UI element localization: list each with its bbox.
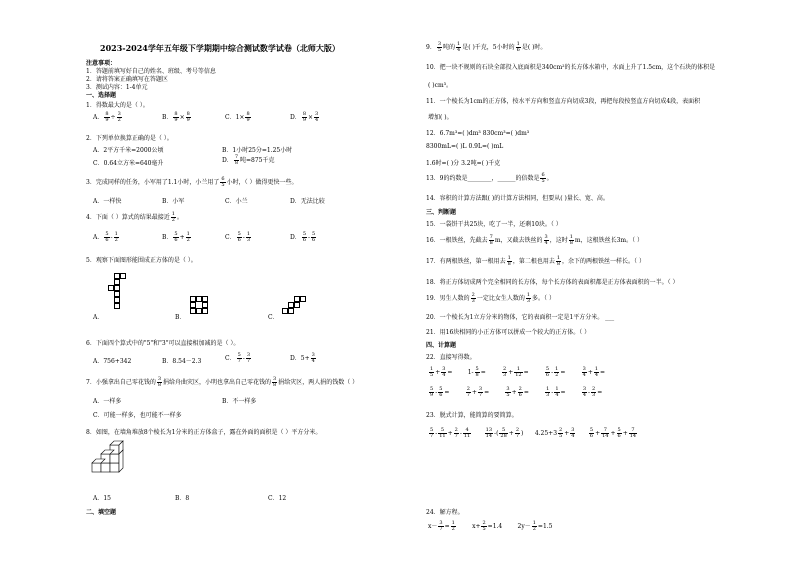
option-b: B．小军 xyxy=(162,198,185,205)
question-4: 4．下面（ ）算式的结果最接近 $\frac{1}{2}$ 。 xyxy=(86,211,183,223)
option-d: D． $\frac{7}{8}$ 吨=875千克 xyxy=(222,154,275,166)
option-c: C．可能一样多，也可能不一样多 xyxy=(93,412,182,419)
option-d: D． $\frac{8}{9}$ × $\frac{3}{4}$ xyxy=(290,111,319,123)
option-b: B． $\frac{8}{9}$ × $\frac{8}{9}$ xyxy=(162,111,190,123)
option-b: B． xyxy=(175,314,186,321)
option-d: D．无法比较 xyxy=(290,198,325,205)
question-14: 14．容积的计算方法跟( )的计算方法相同，但要从( )量长、宽、高。 xyxy=(426,195,609,202)
option-b: B．8.54－2.3 xyxy=(162,358,202,365)
question-11: 11．一个棱长为1cm的正方体，按水平方向和竖直方向切成3段，再把每段按竖直方向切成4段，表面积 xyxy=(426,98,701,105)
question-9: 9． $\frac{3}{5}$ 吨的 $\frac{1}{4}$ 是( )千克，5小时的 $\frac{1}{6}$ 是( )时。 xyxy=(426,41,547,53)
option-c: C． xyxy=(268,314,279,321)
section-heading: 三、判断题 xyxy=(426,209,457,216)
question-13: 13．9的约数是________，______的倍数是 $\frac{6}{5}$ 。 xyxy=(426,172,553,184)
option-c: C．小兰 xyxy=(225,198,248,205)
question-24: 24．解方程。 xyxy=(426,509,464,516)
question-11-blank: 增加( )。 xyxy=(428,114,453,121)
section-heading: 二、填空题 xyxy=(86,509,117,516)
calc-expressions: $\frac{5}{7}$ - $\frac{5}{11}$ + $\frac{2}{7}$ - $\frac{4}{11}$ $\frac{13}{14}$ -( $\frac{5}{28}$ + $\frac{2}{7}$ ) 4.25+3 $\frac{2}{5}$ + $\frac{3}{4}$ $\frac{5}{6}$ + $\frac{7}{14}$ + $\frac{5}{6}$ + $\frac{7}{14}$ xyxy=(430,427,637,439)
option-d: D．5+ $\frac{3}{4}$ xyxy=(290,352,315,364)
calc-row-2: $\frac{5}{9}$ - $\frac{5}{6}$ = $\frac{2}{7}$ + $\frac{3}{7}$ = $\frac{3}{5}$ + $\frac{2}{6}$ = $\frac{1}{3}$ - $\frac{1}{4}$ = $\frac{3}{4}$ - $\frac{2}{3}$ = xyxy=(430,386,603,398)
note-1: 1．答题前填写好自己的姓名、班级、考号等信息 xyxy=(86,68,216,75)
question-7: 7．小强拿出自己零花钱的 $\frac{3}{8}$ 捐给舟曲灾区，小明也拿出自己零花钱的 $\frac{3}{8}$ 捐给灾区，两人捐的钱数（ ） xyxy=(86,376,359,388)
question-10-blank: ( )cm³。 xyxy=(428,82,453,89)
option-a: A．756+342 xyxy=(93,358,132,365)
equations: x－ $\frac{3}{7}$ = $\frac{1}{2}$ x+ $\frac{2}{5}$ =1.4 2y－ $\frac{1}{2}$ =1.5 xyxy=(428,520,553,532)
option-d: D． $\frac{5}{6}$ - $\frac{5}{6}$ xyxy=(290,231,316,243)
option-c: C．1× $\frac{8}{9}$ xyxy=(225,111,250,123)
option-a: A． $\frac{5}{6}$ - $\frac{1}{2}$ xyxy=(93,231,118,243)
option-b: B． $\frac{5}{6}$ + $\frac{1}{2}$ xyxy=(162,231,190,243)
question-3: 3．完成同样的任务，小军用了1.1小时，小兰用了 $\frac{6}{5}$ 小时，（ ）做得更快一些。 xyxy=(86,176,298,188)
section-heading: 四、计算题 xyxy=(426,342,457,349)
section-heading: 一、选择题 xyxy=(86,92,117,99)
option-c: C． $\frac{5}{6}$ - $\frac{1}{3}$ xyxy=(225,231,250,243)
option-c: C．0.64立方米=640毫升 xyxy=(93,160,164,167)
option-b: B．不一样多 xyxy=(222,398,257,405)
question-12-row-1: 12．6.7m³=( )dm³ 830cm³=( )dm³ xyxy=(426,130,530,137)
question-12-row-2: 8300mL=( )L 0.9L=( )mL xyxy=(426,143,504,150)
question-10: 10．把一块不规则的石块全部投入底面积是340cm²的长方体水箱中，水面上升了1.5cm，这个石块的体积是 xyxy=(426,64,716,71)
stacked-cubes-figure xyxy=(90,437,130,477)
note-2: 2．请将答案正确填写在答题区 xyxy=(86,76,168,83)
option-a: A．15 xyxy=(93,495,111,502)
option-c: C．12 xyxy=(268,495,287,502)
option-b: B．8 xyxy=(175,495,190,502)
question-17: 17．有两根铁丝，第一根用去 $\frac{1}{8}$ ，第二根也用去 $\frac{1}{8}$ ，余下的两根铁丝一样长。（ ） xyxy=(426,255,645,267)
question-20: 20．一个棱长为1立方分米的物体，它的表面积一定是1平方分米。 ___ xyxy=(426,314,615,321)
calc-row-1: $\frac{1}{5}$ + $\frac{3}{4}$ = 1- $\frac{5}{8}$ = $\frac{2}{3}$ + $\frac{1}{12}$ = $\frac{5}{6}$ - $\frac{1}{2}$ = $\frac{3}{4}$ + $\frac{1}{4}$ = xyxy=(430,366,606,378)
question-2: 2．下列单位换算正确的是（ ）。 xyxy=(86,135,173,142)
question-15: 15．一袋饼干共25块，吃了一半，还剩10块。（ ） xyxy=(426,221,562,228)
question-23: 23．脱式计算，能简算的要简算。 xyxy=(426,412,518,419)
notes-heading: 注意事项： xyxy=(86,60,117,67)
question-5: 5．观察下面图形能围成正方体的是（ ）。 xyxy=(86,257,197,264)
question-22: 22．直接写得数。 xyxy=(426,354,476,361)
option-a: A．一样多 xyxy=(93,398,122,405)
option-a: A． xyxy=(93,314,104,321)
option-a: A．2平方千米=2000公顷 xyxy=(93,147,164,154)
option-a: A．一样快 xyxy=(93,198,122,205)
question-12-row-3: 1.6时=( )分 3.2吨=( )千克 xyxy=(426,160,501,167)
note-3: 3．测试内容：1-4单元 xyxy=(86,84,148,91)
question-6: 6．下面四个算式中的"5"和"3"可以直接相加减的是（ ）。 xyxy=(86,340,240,347)
option-c: C． $\frac{5}{7}$ - $\frac{3}{7}$ xyxy=(225,352,250,364)
option-a: A． $\frac{8}{9}$ ÷ $\frac{3}{2}$ xyxy=(93,111,121,123)
question-16: 16．一根铁丝，先截去 $\frac{7}{8}$ m，又截去铁丝的 $\frac{3}{4}$ ，这时 $\frac{1}{8}$ m，这根铁丝长3m。（ ） xyxy=(426,234,644,246)
option-b: B．1小时25分=1.25小时 xyxy=(222,147,293,154)
question-8: 8．如图，在墙角堆放8个棱长为1分米的正方体盒子，露在外面的面积是（ ）平方分米。 xyxy=(86,429,322,436)
question-19: 19．男生人数的 $\frac{2}{3}$ 一定比女生人数的 $\frac{1}{3}$ 多。（ ） xyxy=(426,292,555,304)
page-title: 2023-2024学年五年级下学期期中综合测试数学试卷（北师大版） xyxy=(100,43,340,53)
question-1: 1．得数最大的是（ ）。 xyxy=(86,102,149,109)
question-18: 18．将正方体切成两个完全相同的长方体，每个长方体的表面积都是正方体表面积的一半。（ ） xyxy=(426,279,679,286)
question-21: 21．用16块相同的小正方体可以拼成一个较大的正方体。（ ） xyxy=(426,329,591,336)
